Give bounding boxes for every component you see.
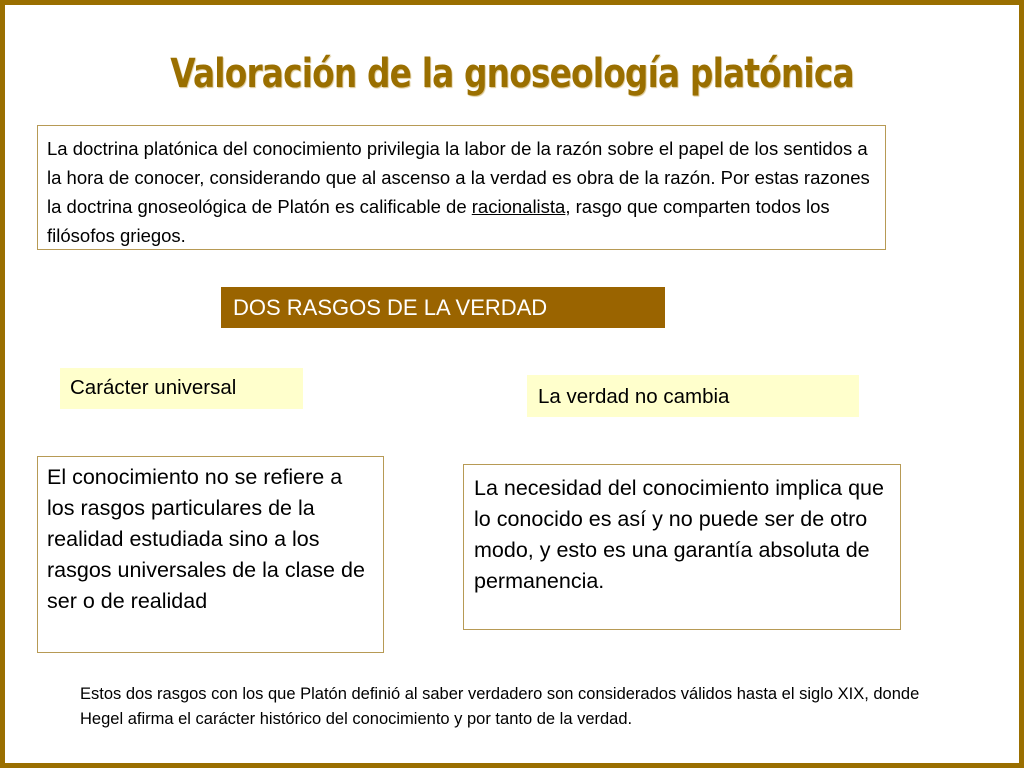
section-banner: DOS RASGOS DE LA VERDAD (221, 287, 665, 328)
footer-note: Estos dos rasgos con los que Platón definió al saber verdadero son considerados válidos hasta el siglo XIX, donde Hegel afirma el carácter histórico del conocimiento y por tanto de la verdad. (80, 685, 920, 728)
slide-title: Valoración de la gnoseología platónica (170, 51, 854, 97)
description-universal-character: El conocimiento no se refiere a los rasgos particulares de la realidad estudiada sino a los rasgos universales de la clase de ser o de realidad (37, 456, 384, 653)
intro-text-box (37, 125, 886, 250)
label-truth-does-not-change: La verdad no cambia (527, 375, 859, 417)
intro-underlined-term: racionalista (471, 196, 566, 217)
label-universal-character: Carácter universal (60, 368, 303, 409)
description-truth-does-not-change: La necesidad del conocimiento implica que lo conocido es así y no puede ser de otro modo, y esto es una garantía absoluta de permanencia. (463, 464, 901, 630)
intro-text-after: , rasgo que comparten todos los filósofos griegos. (47, 196, 830, 246)
intro-text-before: La doctrina platónica del conocimiento privilegia la labor de la razón sobre el papel de los sentidos a la hora de conocer, considerando que al ascenso a la verdad es obra de la razón. Por estas razones la doctrina gnoseológica de Platón es calificable de (47, 138, 870, 217)
